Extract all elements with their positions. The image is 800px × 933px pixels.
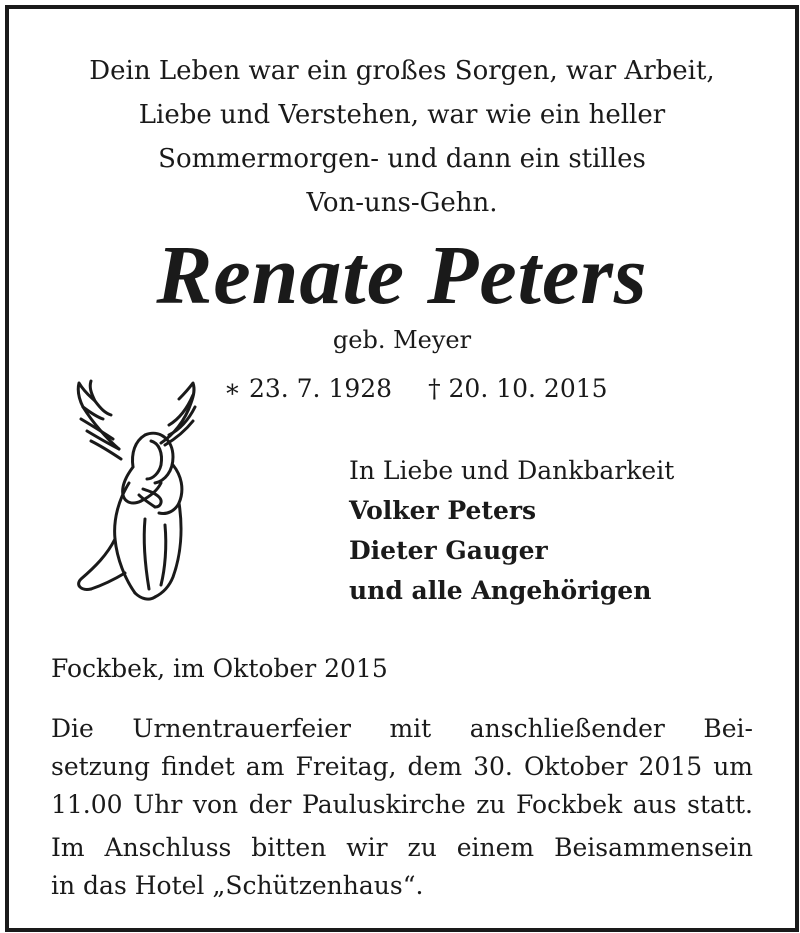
poem-line: Von-uns-Gehn. [306,188,498,218]
poem-line: Sommermorgen- und dann ein stilles [158,144,646,174]
deceased-name: Renate Peters [156,229,648,322]
ceremony-line: Die Urnentrauerfeier mit anschließender Bei- [51,714,753,743]
ceremony-line: 11.00 Uhr von der Pauluskirche zu Fockbek aus statt. [51,790,753,819]
mourners [349,451,674,611]
life-dates [224,371,608,407]
gathering-line: in das Hotel „Schützenhaus“. [51,871,424,900]
gathering-line: Im Anschluss bitten wir zu einem Beisammensein [51,833,753,862]
death-date: † 20. 10. 2015 [428,374,608,403]
birth-name: geb. Meyer [332,326,472,354]
angel-icon [69,379,204,604]
mourners-intro: In Liebe und Dankbarkeit [349,456,675,485]
ceremony-line: setzung findet am Freitag, dem 30. Oktober 2015 um [51,752,753,781]
mourner-name: Dieter Gauger [349,536,548,565]
mourner-name: Volker Peters [349,496,537,525]
birth-date: ∗ 23. 7. 1928 [224,374,393,403]
gathering-notice [51,829,753,905]
poem-line: Liebe und Verstehen, war wie ein heller [138,100,666,130]
notice-border [5,5,799,932]
ceremony-notice [51,710,753,824]
place-date: Fockbek, im Oktober 2015 [51,654,388,683]
poem [49,49,755,225]
poem-line: Dein Leben war ein großes Sorgen, war Arbeit, [89,56,715,86]
mourner-name: und alle Angehörigen [349,576,652,605]
